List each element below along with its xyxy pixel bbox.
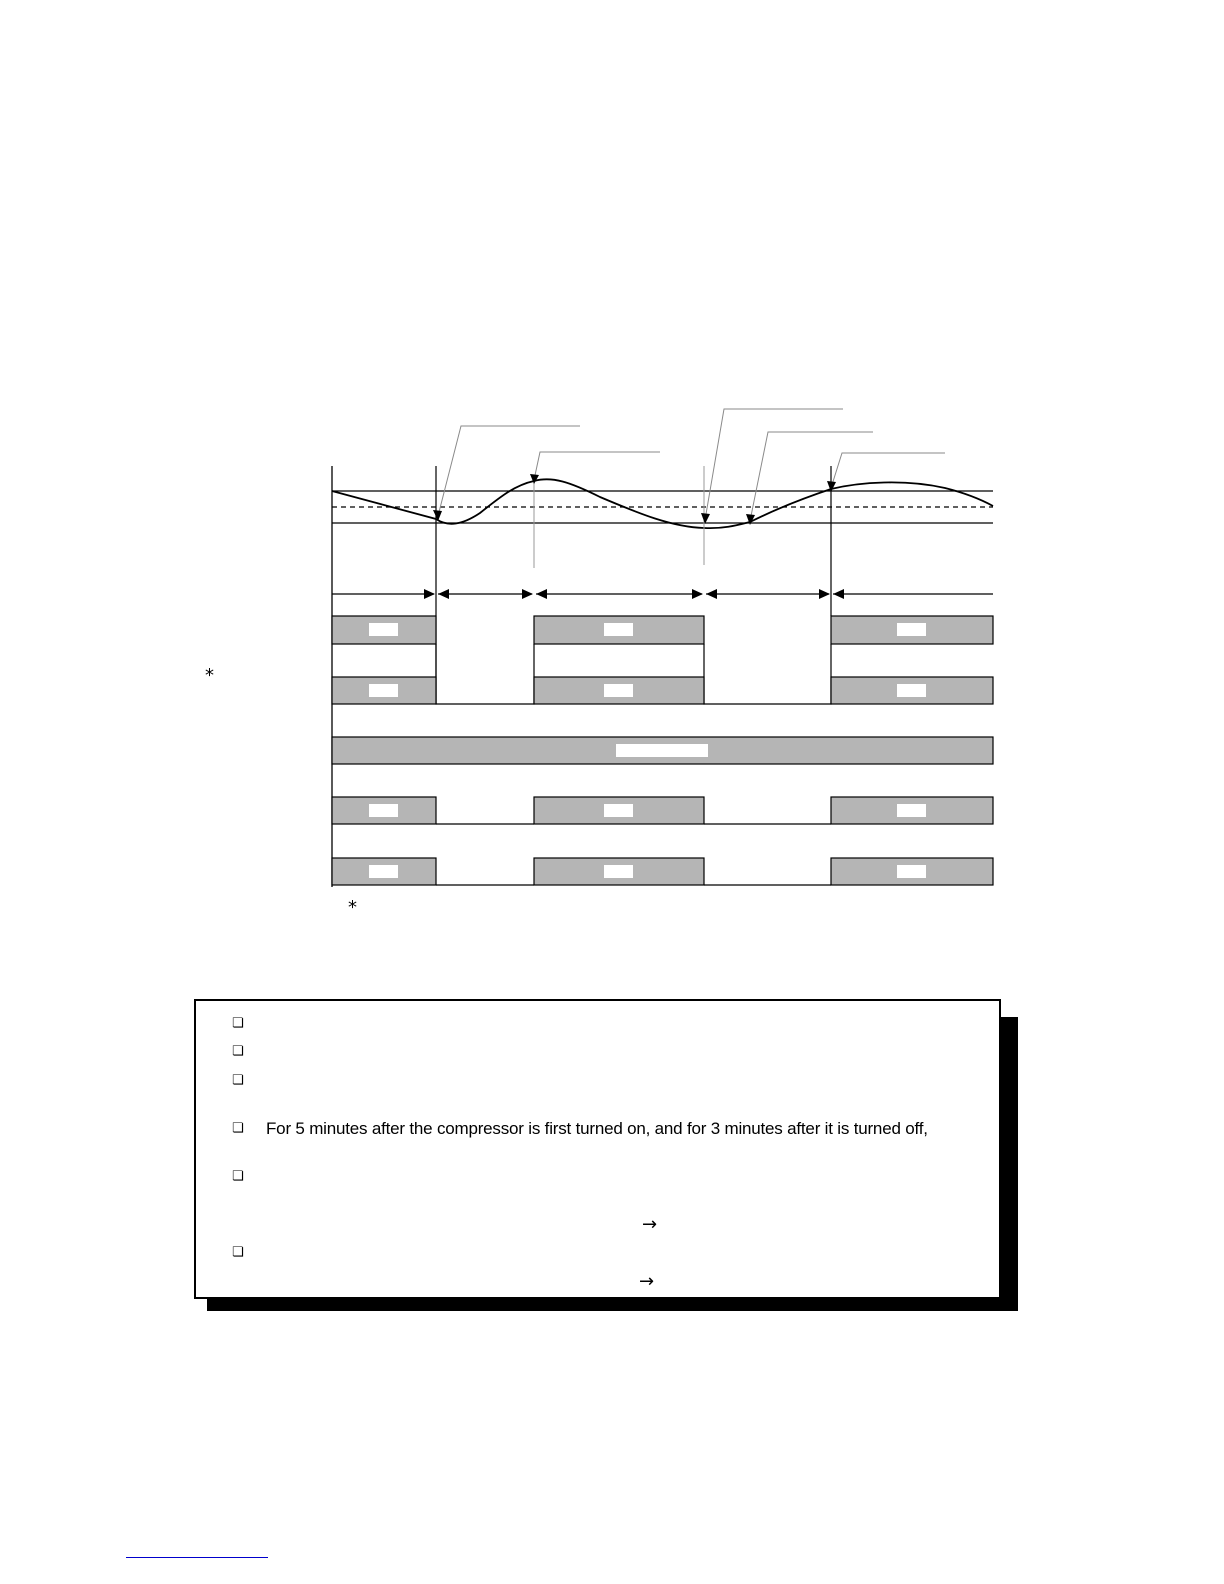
row-4-bars <box>332 797 993 824</box>
checkbox-icon: ❏ <box>232 1044 244 1059</box>
checkbox-icon: ❏ <box>232 1169 244 1184</box>
bar-label-box <box>897 865 926 878</box>
bar-label-box <box>369 804 398 817</box>
side-asterisk: * <box>205 665 214 686</box>
arrow-icon: → <box>642 1214 658 1235</box>
bar-label-box <box>369 684 398 697</box>
temperature-curve <box>332 479 993 528</box>
bottom-asterisk: * <box>348 897 357 918</box>
arrow-icon: → <box>639 1271 655 1292</box>
bar-label-box <box>604 865 633 878</box>
bar-label-box <box>604 804 633 817</box>
row-2-bars <box>332 644 993 704</box>
note-text: For 5 minutes after the compressor is first turned on, and for 3 minutes after it is turned off, <box>266 1119 928 1138</box>
bar-label-box <box>369 865 398 878</box>
row-3-bar <box>332 737 993 764</box>
bar-label-box <box>897 623 926 636</box>
checkbox-icon: ❏ <box>232 1121 244 1136</box>
bar-label-box <box>897 684 926 697</box>
bar-label-box <box>604 623 633 636</box>
bar-label-box <box>897 804 926 817</box>
bar-label-box <box>616 744 708 757</box>
checkbox-icon: ❏ <box>232 1016 244 1031</box>
notes-box <box>194 999 1001 1299</box>
row-5-bars <box>332 858 993 885</box>
checkbox-icon: ❏ <box>232 1073 244 1088</box>
bar-label-box <box>369 623 398 636</box>
bar-label-box <box>604 684 633 697</box>
checkbox-icon: ❏ <box>232 1245 244 1260</box>
footer-link-underline <box>126 1557 268 1558</box>
callout-leaders <box>438 409 945 521</box>
row-1-bars <box>332 616 993 644</box>
callout-arrowheads <box>433 474 836 525</box>
